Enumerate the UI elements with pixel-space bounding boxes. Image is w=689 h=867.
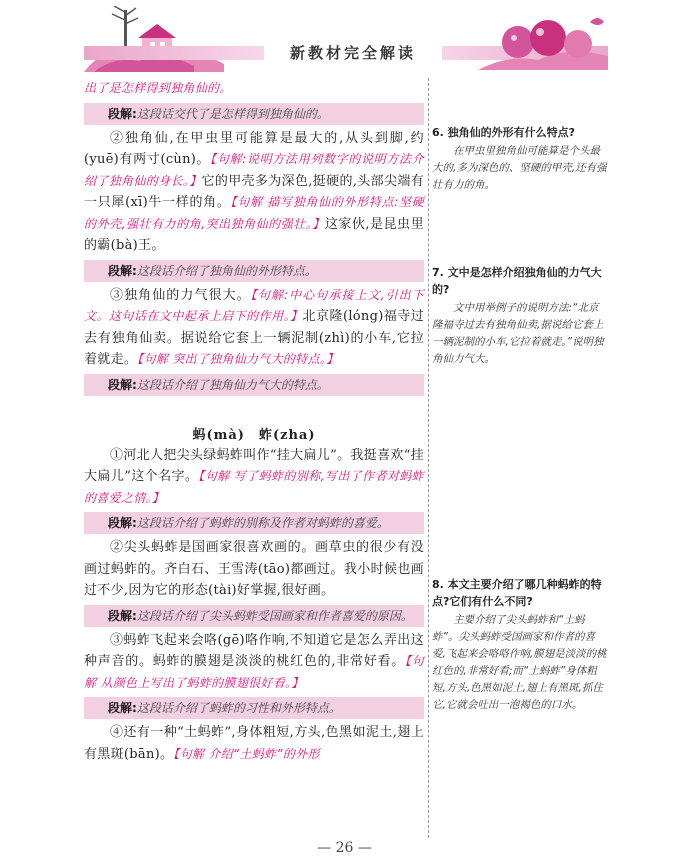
paragraph-summary: [84, 512, 424, 534]
summary-label: 段解:: [108, 106, 137, 121]
paragraph-summary: [84, 605, 424, 627]
summary-label: 段解:: [108, 516, 137, 530]
header-title: 新教材完全解读: [264, 40, 442, 65]
paragraph-4: [84, 445, 424, 510]
page-header: [84, 6, 608, 72]
annotation-intro: 出了是怎样得到独角仙的。: [84, 81, 232, 95]
sentence-annotation: 【句解 写了蚂蚱的别称,写出了作者对蚂蚱的喜爱之情。】: [84, 469, 424, 505]
summary-text: 这段话介绍了尖头蚂蚱受国画家和作者喜爱的原因。: [136, 608, 413, 623]
section-title: 蚂(mà) 蚱(zha): [192, 427, 316, 443]
paragraph-text: ④还有一种“土蚂蚱”,身体粗短,方头,色黑如泥土,翅上有黑斑(bān)。: [84, 725, 424, 762]
paragraph-text: 它的甲壳多为深色,挺硬的,头部尖端有一只犀(xī)牛一样的角。: [84, 173, 424, 210]
question-answer: 文中用举例子的说明方法:“北京隆福寺过去有独角仙卖,据说给它套上一辆泥制的小车,它拉着就走。”说明独角仙力气大。: [432, 302, 604, 365]
sentence-annotation: 【句解 描写独角仙的外形特点:坚硬的外壳,强壮有力的角,突出独角仙的强壮。】: [84, 195, 424, 231]
question-8: [432, 576, 608, 714]
paragraph-7: [84, 722, 424, 765]
paragraph-5: [84, 537, 424, 602]
summary-text: 这段话介绍了独角仙的外形特点。: [136, 263, 317, 278]
summary-label: 段解:: [108, 701, 137, 715]
sentence-annotation: 【句解:说明方法用列数字的说明方法介绍了独角仙的身长。】: [84, 152, 424, 188]
sentence-annotation: 【句解 从颜色上写出了蚂蚱的膜翅很好看。】: [84, 654, 424, 690]
paragraph-text: ②尖头蚂蚱是国画家很喜欢画的。画草虫的很少有没画过蚂蚱的。齐白石、王雪涛(tāo)都画过。我小时候也画过不少,因为它的形态(tài)好掌握,很好画。: [84, 540, 424, 598]
paragraph-2: [84, 128, 424, 257]
main-column: [84, 78, 424, 765]
question-answer: 主要介绍了尖头蚂蚱和“土蚂蚱”。尖头蚂蚱受国画家和作者的喜爱,飞起来会咯咯作响,膜翅是淡淡的桃红色的,非常好看;而“土蚂蚱”身体粗短,方头,色黑如泥土,翅上有黑斑,抓住它,它就会吐出一泡褐色的口水。: [432, 614, 607, 711]
paragraph-summary: [84, 374, 424, 396]
summary-label: 段解:: [108, 377, 137, 392]
paragraph-summary: [84, 260, 424, 282]
question-title: 7. 文中是怎样介绍独角仙的力气大的?: [432, 266, 602, 296]
paragraph-text: ①河北人把尖头绿蚂蚱叫作“挂大扁儿”。我挺喜欢“挂大扁儿”这个名字。: [84, 447, 424, 484]
question-title: 6. 独角仙的外形有什么特点?: [432, 126, 576, 139]
paragraph-text: ③蚂蚱飞起来会咯(gē)咯作响,不知道它是怎么弄出这种声音的。蚂蚱的膜翅是淡淡的桃红色的,非常好看。: [84, 632, 424, 669]
question-title: 8. 本文主要介绍了哪几种蚂蚱的特点?它们有什么不同?: [432, 578, 602, 608]
question-7: [432, 264, 608, 368]
paragraph-3: [84, 285, 424, 371]
sentence-annotation: 【句解 介绍“土蚂蚱”的外形: [173, 746, 320, 761]
summary-text: 这段话介绍了蚂蚱的习性和外形特点。: [136, 701, 341, 715]
summary-text: 这段话交代了是怎样得到独角仙的。: [136, 106, 329, 121]
paragraph-text: ③独角仙的力气很大。: [110, 287, 251, 303]
summary-label: 段解:: [108, 608, 137, 623]
summary-label: 段解:: [108, 263, 137, 278]
sentence-annotation: 【句解 突出了独角仙力气大的特点。】: [137, 352, 339, 366]
paragraph-text: 这家伙,是昆虫里的霸(bà)王。: [84, 216, 424, 253]
paragraph-6: [84, 630, 424, 695]
paragraph-text: 北京隆(lóng)福寺过去有独角仙卖。据说给它套上一辆泥制(zhì)的小车,它拉着就走。: [84, 309, 424, 367]
paragraph-summary: [84, 103, 424, 125]
page-number: — 26 —: [317, 840, 372, 856]
sentence-annotation: 【句解:中心句承接上文,引出下文。这句话在文中起承上启下的作用。】: [84, 287, 424, 323]
question-6: [432, 124, 608, 194]
paragraph-text: ②独角仙,在甲虫里可能算是最大的,从头到脚,约(yuē)有两寸(cùn)。: [84, 130, 424, 167]
question-answer: 在甲虫里独角仙可能算是个头最大的,多为深色的、坚硬的甲壳,还有强壮有力的角。: [432, 145, 607, 191]
flower-decoration-icon: [478, 10, 608, 70]
paragraph-summary: [84, 697, 424, 719]
summary-text: 这段话介绍了蚂蚱的别称及作者对蚂蚱的喜爱。: [136, 516, 389, 530]
house-tree-decoration-icon: [84, 6, 224, 72]
column-divider: [428, 78, 429, 838]
summary-text: 这段话介绍了独角仙力气大的特点。: [136, 377, 329, 392]
